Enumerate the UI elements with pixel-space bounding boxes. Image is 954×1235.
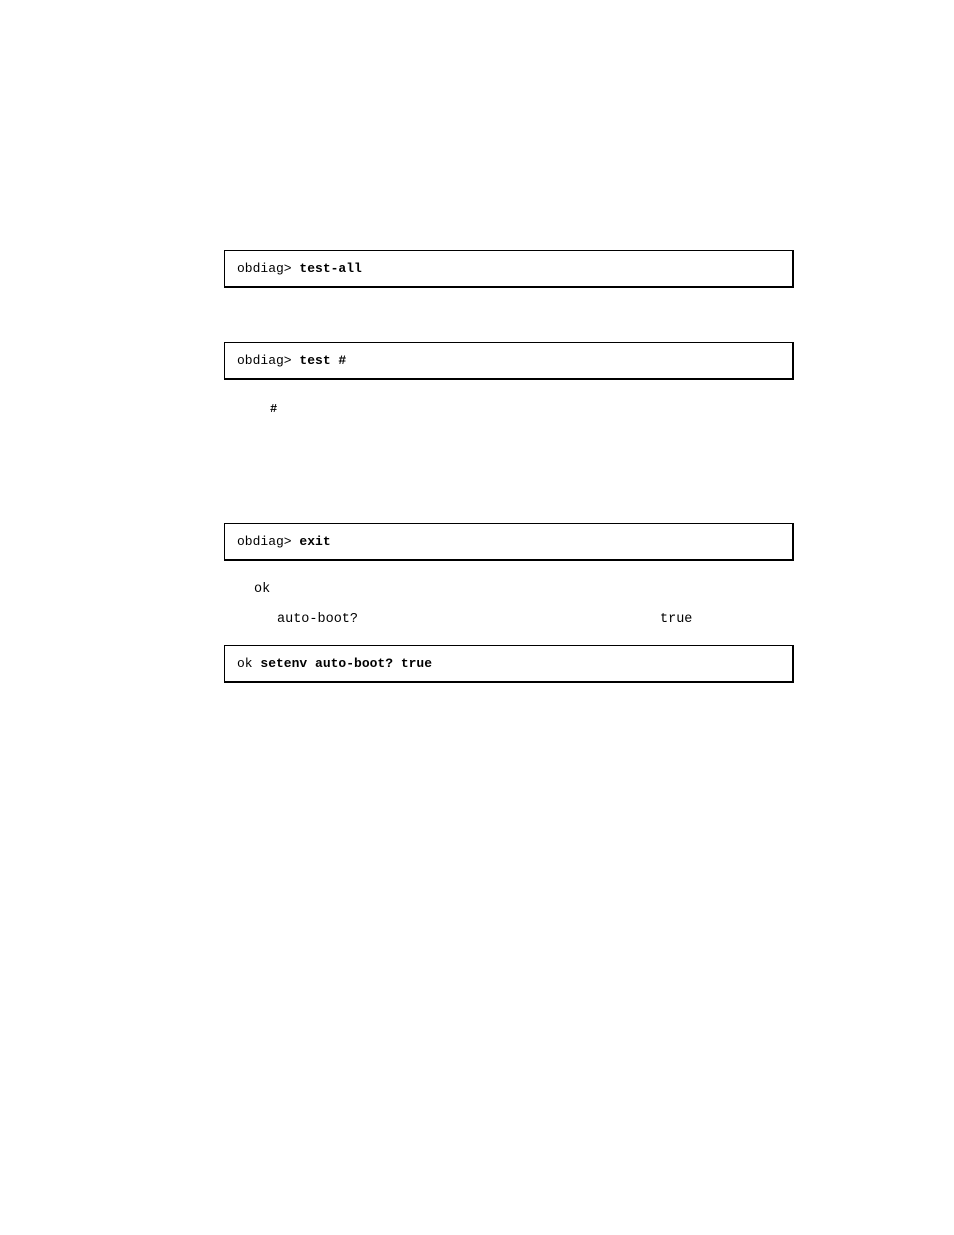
code-command: test-all (299, 261, 362, 276)
inline-hash-symbol: # (270, 402, 278, 416)
code-block-test-number (224, 342, 794, 380)
code-block-exit (224, 523, 794, 561)
code-command: exit (299, 534, 331, 549)
code-line (237, 657, 432, 670)
code-line (237, 354, 346, 367)
code-command: setenv auto-boot? true (260, 656, 433, 671)
code-prompt: obdiag> (237, 353, 300, 368)
code-command: test # (299, 353, 347, 368)
inline-auto-boot-variable: auto-boot? (277, 612, 359, 627)
code-line (237, 262, 362, 275)
code-prompt: obdiag> (237, 261, 300, 276)
inline-ok-prompt: ok (254, 582, 271, 597)
code-line (237, 535, 331, 548)
code-block-test-all (224, 250, 794, 288)
code-prompt: ok (237, 656, 261, 671)
code-prompt: obdiag> (237, 534, 300, 549)
code-block-setenv-auto-boot (224, 645, 794, 683)
inline-true-value: true (660, 612, 693, 627)
